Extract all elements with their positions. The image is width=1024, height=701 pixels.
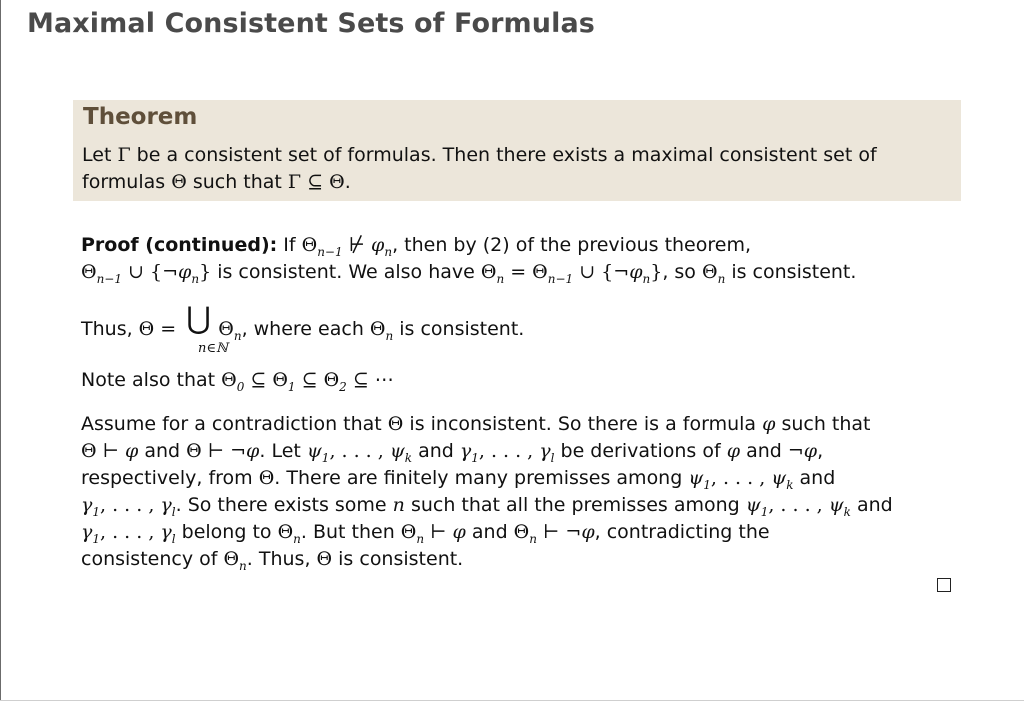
left-frame-border	[0, 0, 1, 701]
big-union-symbol: ⋃	[186, 301, 211, 336]
theorem-block	[73, 100, 961, 201]
proof-contradiction-paragraph: Assume for a contradiction that Θ is inconsistent. So there is a formula φ such that Θ ⊢ φ and Θ ⊢ ¬φ. Let $\psi_1$, . . . , $\psi_k$ and $\gamma_1$, . . . , $\gamma_l$ be derivations of φ and ¬φ, respectively, from Θ. There are finitely many premisses among $\psi_1$, . . . , $\psi_k$ and $\gamma_1$, . . . , $\gamma_l$. So there exists some n such that all the premisses among $\psi_1$, . . . , $\psi_k$ and $\gamma_1$, . . . , $\gamma_l$ belong to $\Theta_n$. But then $\Theta_n$ ⊢ φ and $\Theta_n$ ⊢ ¬φ, contradicting the consistency of $\Theta_n$. Thus, Θ is consistent.	[81, 413, 893, 573]
slide-title: Maximal Consistent Sets of Formulas	[27, 8, 595, 39]
theorem-title: Theorem	[83, 104, 198, 130]
theorem-statement: Let Γ be a consistent set of formulas. Then there exists a maximal consistent set of formulas Θ such that Γ ⊆ Θ.	[82, 144, 877, 193]
proof-paragraph-1: Proof (continued): If $\Theta_{n-1}$ ⊬ $\varphi_n$, then by (2) of the previous theorem, $\Theta_{n-1}$ ∪ $\{\neg\varphi_n\}$ is consistent. We also have $\Theta_n = \Theta_{n-1}$ ∪ $\{\neg\varphi_n\}$, so $\Theta_n$ is consistent.	[81, 234, 857, 286]
proof-union-line: Thus, Θ = ⋃ $\Theta_n$, where each $\Theta_n$ is consistent. n∈ℕ	[81, 308, 961, 343]
big-union-index: n∈ℕ	[198, 341, 228, 356]
qed-square-icon	[937, 578, 951, 592]
proof-label: Proof (continued):	[81, 234, 278, 256]
proof-note-line: Note also that $\Theta_0$ ⊆ $\Theta_1$ ⊆ $\Theta_2$ ⊆ ⋯	[81, 369, 394, 394]
